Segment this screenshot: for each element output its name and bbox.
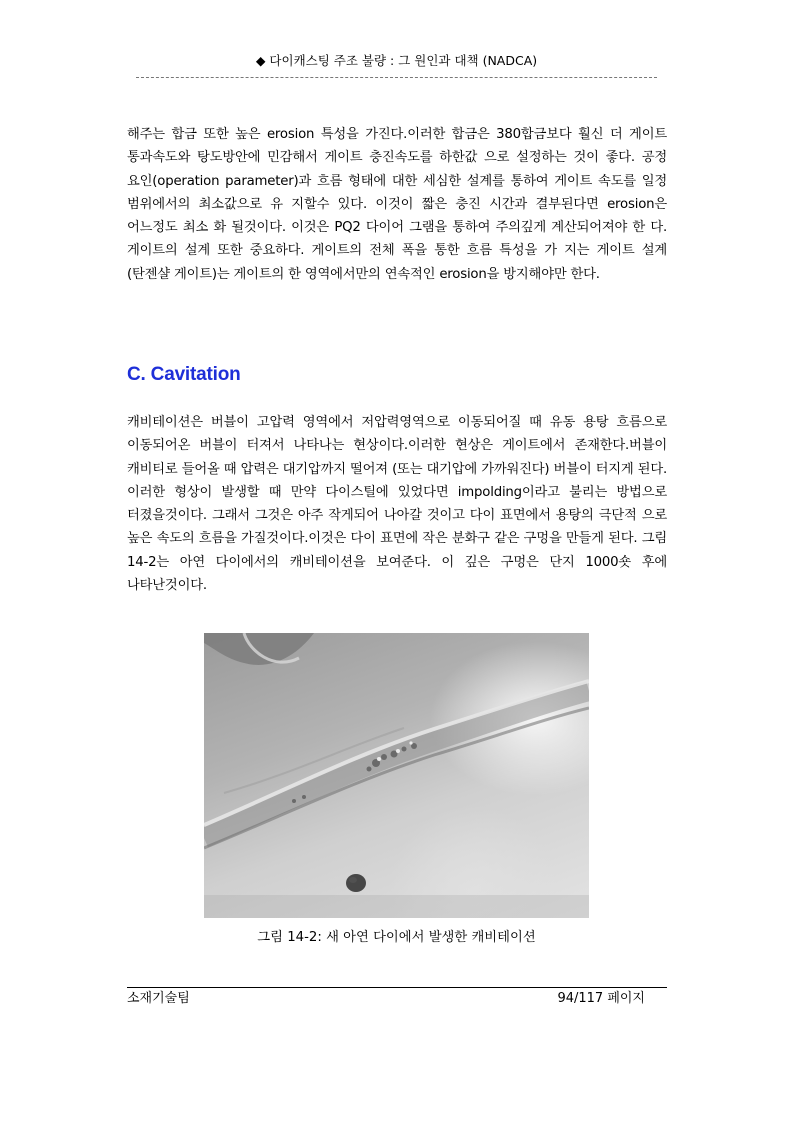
die-surface-photo bbox=[204, 633, 589, 918]
running-header: ◆ 다이캐스팅 주조 불량 : 그 원인과 대책 (NADCA) bbox=[255, 53, 538, 68]
footer-divider bbox=[127, 987, 667, 988]
body-paragraph-erosion: 해주는 합금 또한 높은 erosion 특성을 가진다.이러한 합금은 380합금보다 훨신 더 게이트 통과속도와 탕도방안에 민감해서 게이트 충진속도를 하한값 으로 설정하는 것이 좋다. 공정 요인(operation parameter)과 흐름 형태에 대한 세심한 설계를 통하여 게이트 속도를 일정 범위에서의 최소값으로 유 지할수 있다. 이것이 짧은 충진 시간과 결부된다면 erosion은 어느정도 최소 화 될것이다. 이것은 PQ2 다이어 그램을 통하여 주의깊게 계산되어져야 한 다.게이트의 설계 또한 중요하다. 게이트의 전체 폭을 통한 흐름 특성을 가 지는 게이트 설계 (탄젠샬 게이트)는 게이트의 한 영역에서만의 연속적인 erosion을 방지해야만 한다. bbox=[127, 127, 667, 282]
body-paragraph-cavitation: 캐비테이션은 버블이 고압력 영역에서 저압력영역으로 이동되어질 때 유동 용탕 흐름으로 이동되어온 버블이 터져서 나타나는 현상이다.이러한 현상은 게이트에서 존재한다.버블이 캐비티로 들어올 때 압력은 대기압까지 떨어져 (또는 대기압에 가까워진다) 버블이 터지게 된다. 이러한 형상이 발생할 때 만약 다이스틸에 있었다면 impolding이라고 불리는 방법으로 터졌을것이다. 그래서 그것은 아주 작게되어 나아갈 것이고 다이 표면에서 용탕의 극단적 으로 높은 속도의 흐름을 가질것이다.이것은 다이 표면에 작은 분화구 같은 구멍을 만들게 된다. 그림 14-2는 아연 다이에서의 캐비테이션을 보여준다. 이 깊은 구멍은 단지 1000숏 후에 나타난것이다. bbox=[127, 415, 667, 594]
figure-cavitation-photo bbox=[204, 633, 589, 918]
footer-page-number: 94/117 페이지 bbox=[557, 991, 645, 1006]
figure-caption: 그림 14-2: 새 아연 다이에서 발생한 캐비테이션 bbox=[257, 930, 536, 945]
header-divider bbox=[136, 77, 657, 78]
footer-department: 소재기술팀 bbox=[127, 991, 190, 1006]
section-heading-cavitation: C. Cavitation bbox=[127, 364, 241, 385]
